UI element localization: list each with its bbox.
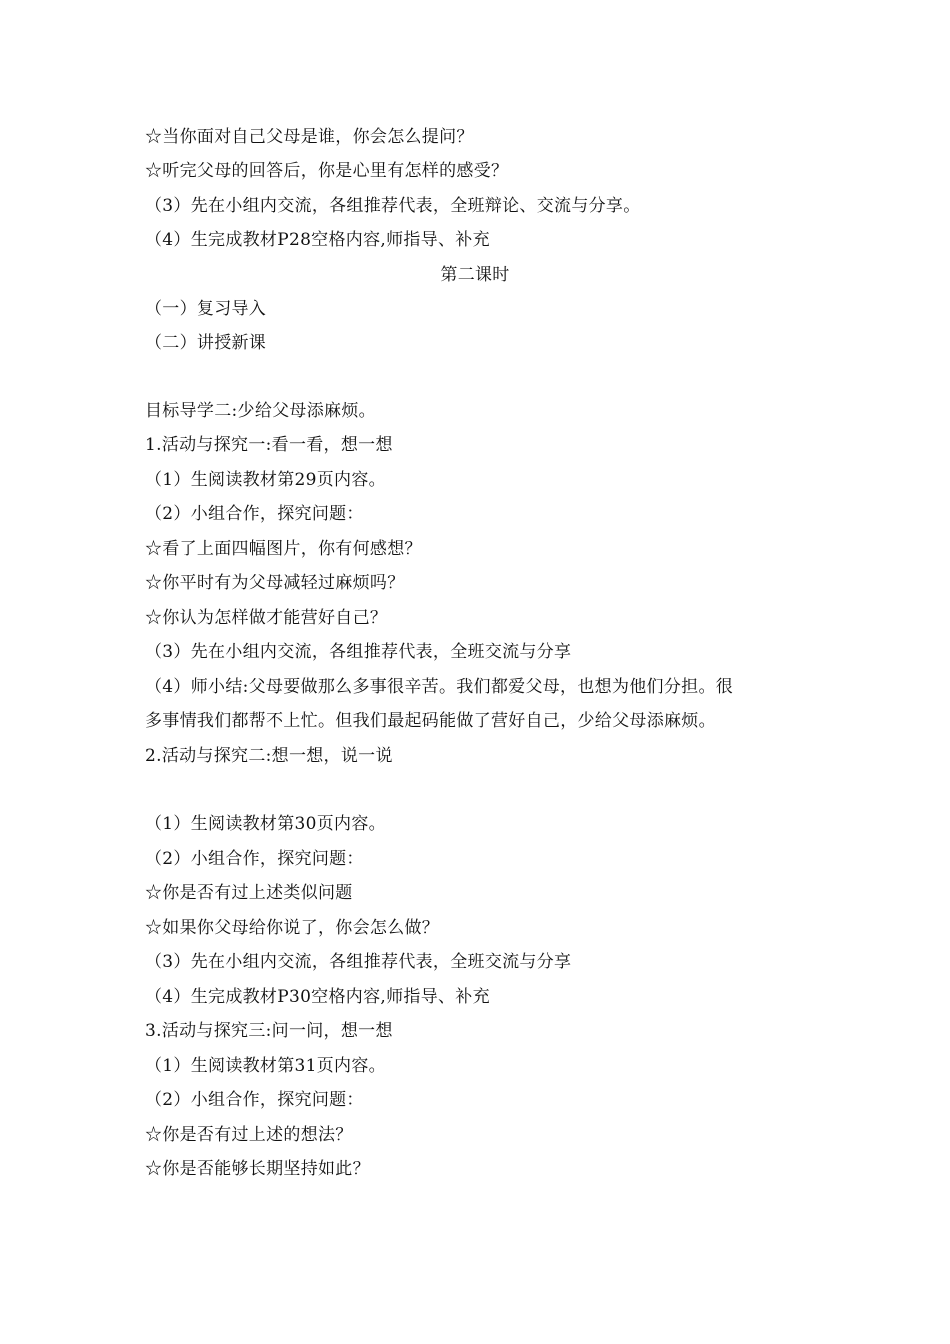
goal-heading: 目标导学二:少给父母添麻烦。 bbox=[145, 401, 376, 421]
step-line: （1）生阅读教材第30页内容。 bbox=[145, 814, 386, 834]
step-line: （4）生完成教材P30空格内容,师指导、补充 bbox=[145, 987, 490, 1007]
question-line: ☆如果你父母给你说了，你会怎么做？ bbox=[145, 918, 440, 938]
activity-heading: 3.活动与探究三:问一问，想一想 bbox=[145, 1021, 393, 1041]
step-line: （2）小组合作，探究问题： bbox=[145, 849, 364, 869]
question-line: ☆你认为怎样做才能营好自己？ bbox=[145, 608, 388, 628]
question-line: ☆你平时有为父母减轻过麻烦吗？ bbox=[145, 573, 405, 593]
summary-line: 多事情我们都帮不上忙。但我们最起码能做了营好自己，少给父母添麻烦。 bbox=[145, 711, 716, 731]
subsection-line: （一）复习导入 bbox=[145, 299, 267, 319]
activity-heading: 1.活动与探究一:看一看，想一想 bbox=[145, 435, 393, 455]
question-line: ☆你是否有过上述的想法？ bbox=[145, 1125, 353, 1145]
question-line: ☆你是否有过上述类似问题 bbox=[145, 883, 353, 903]
question-line: ☆当你面对自己父母是谁，你会怎么提问？ bbox=[145, 127, 474, 147]
question-line: ☆听完父母的回答后，你是心里有怎样的感受？ bbox=[145, 161, 509, 181]
step-line: （4）生完成教材P28空格内容,师指导、补充 bbox=[145, 230, 490, 250]
step-line: （3）先在小组内交流，各组推荐代表，全班交流与分享 bbox=[145, 952, 572, 972]
step-line: （1）生阅读教材第31页内容。 bbox=[145, 1056, 386, 1076]
section-heading: 第二课时 bbox=[440, 265, 510, 285]
subsection-line: （二）讲授新课 bbox=[145, 333, 267, 353]
question-line: ☆你是否能够长期坚持如此？ bbox=[145, 1159, 370, 1179]
activity-heading: 2.活动与探究二:想一想，说一说 bbox=[145, 746, 393, 766]
step-line: （1）生阅读教材第29页内容。 bbox=[145, 470, 386, 490]
step-line: （2）小组合作，探究问题： bbox=[145, 1090, 364, 1110]
step-line: （3）先在小组内交流，各组推荐代表，全班辩论、交流与分享。 bbox=[145, 196, 641, 216]
step-line: （3）先在小组内交流，各组推荐代表，全班交流与分享 bbox=[145, 642, 572, 662]
question-line: ☆看了上面四幅图片，你有何感想？ bbox=[145, 539, 422, 559]
step-line: （2）小组合作，探究问题： bbox=[145, 504, 364, 524]
summary-line: （4）师小结:父母要做那么多事很辛苦。我们都爱父母，也想为他们分担。很 bbox=[145, 677, 734, 697]
